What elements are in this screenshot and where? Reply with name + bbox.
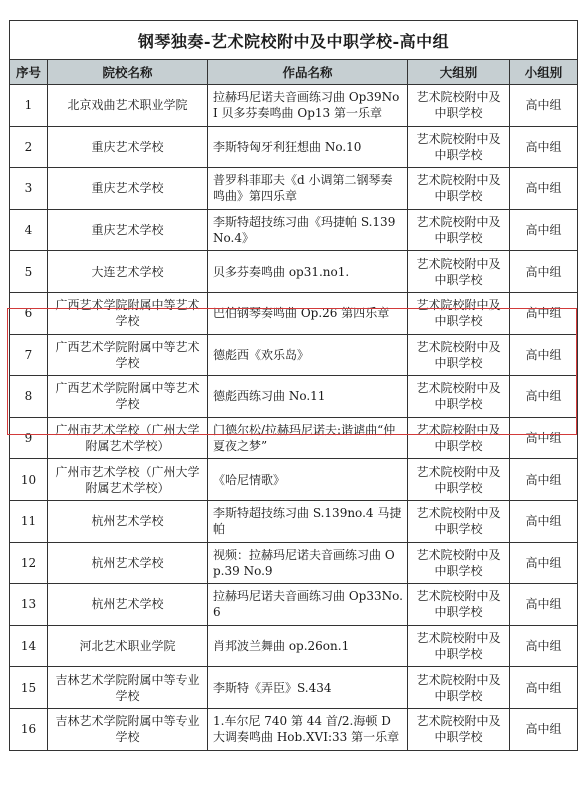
row-school: 吉林艺术学院附属中等专业学校 [48,708,208,750]
row-work: 巴伯钢琴奏鸣曲 Op.26 第四乐章 [208,292,408,334]
header-group: 大组别 [408,60,510,85]
table-title: 钢琴独奏-艺术院校附中及中职学校-高中组 [10,21,578,60]
row-group: 艺术院校附中及中职学校 [408,126,510,168]
table-row [10,500,578,542]
table-row [10,417,578,459]
table-row [10,126,578,168]
row-school: 广西艺术学院附属中等艺术学校 [48,376,208,418]
row-school: 广州市艺术学校（广州大学附属艺术学校） [48,459,208,501]
row-work: 《哈尼情歌》 [208,459,408,501]
header-school: 院校名称 [48,60,208,85]
row-work: 视频：拉赫玛尼诺夫音画练习曲 Op.39 No.9 [208,542,408,584]
row-subgroup: 高中组 [510,417,578,459]
row-group: 艺术院校附中及中职学校 [408,168,510,210]
table-row [10,292,578,334]
row-index: 14 [10,625,48,667]
row-subgroup: 高中组 [510,625,578,667]
row-work: 李斯特《弄臣》S.434 [208,667,408,709]
row-subgroup: 高中组 [510,209,578,251]
row-work: 拉赫玛尼诺夫音画练习曲 Op39NoI 贝多芬奏鸣曲 Op13 第一乐章 [208,85,408,127]
row-subgroup: 高中组 [510,667,578,709]
row-school: 杭州艺术学校 [48,542,208,584]
table-row [10,542,578,584]
row-work: 门德尔松/拉赫玛尼诺夫:谐谑曲“仲夏夜之梦” [208,417,408,459]
table-row [10,376,578,418]
row-group: 艺术院校附中及中职学校 [408,251,510,293]
row-work: 肖邦波兰舞曲 op.26on.1 [208,625,408,667]
table-row [10,667,578,709]
row-index: 9 [10,417,48,459]
row-index: 12 [10,542,48,584]
header-row [10,60,578,85]
row-work: 德彪西《欢乐岛》 [208,334,408,376]
table-row [10,334,578,376]
row-work: 普罗科菲耶夫《d 小调第二钢琴奏鸣曲》第四乐章 [208,168,408,210]
row-school: 河北艺术职业学院 [48,625,208,667]
row-work: 贝多芬奏鸣曲 op31.no1. [208,251,408,293]
row-index: 2 [10,126,48,168]
row-work: 拉赫玛尼诺夫音画练习曲 Op33No.6 [208,584,408,626]
row-group: 艺术院校附中及中职学校 [408,417,510,459]
row-school: 杭州艺术学校 [48,584,208,626]
table-row [10,85,578,127]
row-subgroup: 高中组 [510,168,578,210]
row-index: 10 [10,459,48,501]
row-group: 艺术院校附中及中职学校 [408,584,510,626]
table-row [10,209,578,251]
row-subgroup: 高中组 [510,500,578,542]
row-index: 3 [10,168,48,210]
row-school: 北京戏曲艺术职业学院 [48,85,208,127]
row-subgroup: 高中组 [510,334,578,376]
row-school: 吉林艺术学院附属中等专业学校 [48,667,208,709]
row-subgroup: 高中组 [510,292,578,334]
row-work: 李斯特超技练习曲《玛捷帕 S.139No.4》 [208,209,408,251]
row-group: 艺术院校附中及中职学校 [408,376,510,418]
row-group: 艺术院校附中及中职学校 [408,85,510,127]
row-index: 8 [10,376,48,418]
row-work: 德彪西练习曲 No.11 [208,376,408,418]
row-subgroup: 高中组 [510,708,578,750]
row-group: 艺术院校附中及中职学校 [408,500,510,542]
row-school: 广西艺术学院附属中等艺术学校 [48,334,208,376]
table-row [10,168,578,210]
row-group: 艺术院校附中及中职学校 [408,667,510,709]
row-subgroup: 高中组 [510,542,578,584]
table-row [10,251,578,293]
row-subgroup: 高中组 [510,584,578,626]
row-group: 艺术院校附中及中职学校 [408,542,510,584]
table-row [10,584,578,626]
row-index: 11 [10,500,48,542]
row-index: 6 [10,292,48,334]
row-subgroup: 高中组 [510,126,578,168]
row-group: 艺术院校附中及中职学校 [408,209,510,251]
row-index: 13 [10,584,48,626]
table-body [10,85,578,751]
row-school: 大连艺术学校 [48,251,208,293]
row-index: 5 [10,251,48,293]
row-work: 李斯特匈牙利狂想曲 No.10 [208,126,408,168]
row-subgroup: 高中组 [510,251,578,293]
results-table [9,20,578,751]
row-group: 艺术院校附中及中职学校 [408,459,510,501]
row-school: 杭州艺术学校 [48,500,208,542]
row-work: 李斯特超技练习曲 S.139no.4 马捷帕 [208,500,408,542]
row-group: 艺术院校附中及中职学校 [408,292,510,334]
row-school: 重庆艺术学校 [48,126,208,168]
row-subgroup: 高中组 [510,376,578,418]
table-row [10,708,578,750]
row-index: 7 [10,334,48,376]
row-index: 16 [10,708,48,750]
row-school: 广州市艺术学校（广州大学附属艺术学校） [48,417,208,459]
results-sheet [9,20,577,751]
row-school: 广西艺术学院附属中等艺术学校 [48,292,208,334]
row-subgroup: 高中组 [510,85,578,127]
row-index: 1 [10,85,48,127]
row-index: 4 [10,209,48,251]
row-group: 艺术院校附中及中职学校 [408,625,510,667]
row-work: 1.车尔尼 740 第 44 首/2.海顿 D 大调奏鸣曲 Hob.XVI:33 第一乐章 [208,708,408,750]
header-work: 作品名称 [208,60,408,85]
header-index: 序号 [10,60,48,85]
row-school: 重庆艺术学校 [48,168,208,210]
row-group: 艺术院校附中及中职学校 [408,708,510,750]
row-school: 重庆艺术学校 [48,209,208,251]
row-index: 15 [10,667,48,709]
header-subgroup: 小组别 [510,60,578,85]
table-row [10,625,578,667]
row-subgroup: 高中组 [510,459,578,501]
table-row [10,459,578,501]
row-group: 艺术院校附中及中职学校 [408,334,510,376]
